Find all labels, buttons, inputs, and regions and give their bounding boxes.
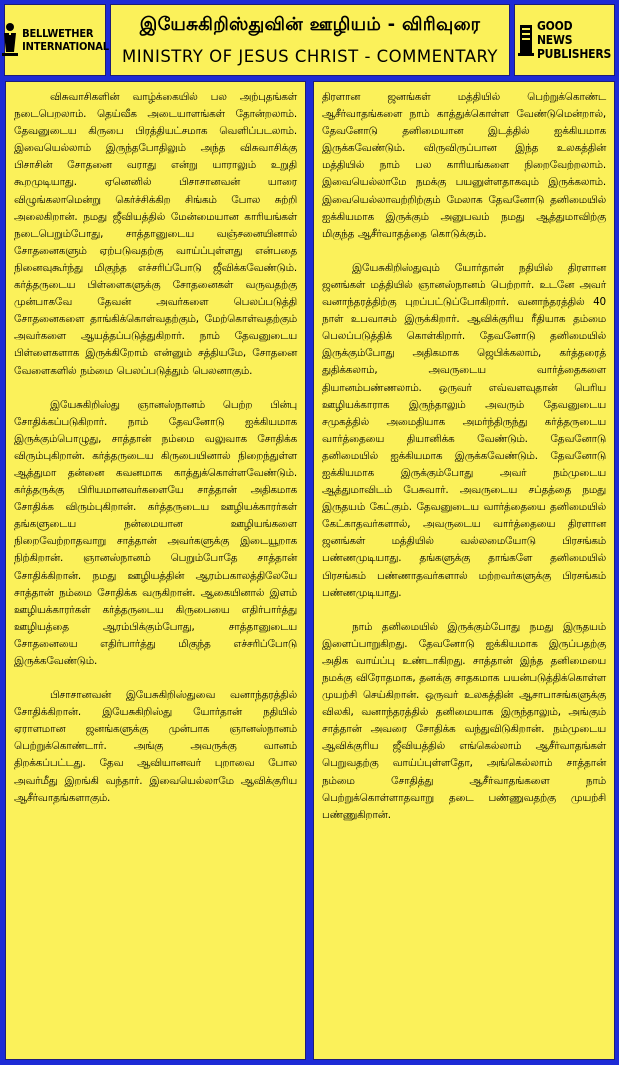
- title-tamil: இயேசுகிறிஸ்துவின் ஊழியம் - விரிவுரை: [139, 14, 481, 35]
- paragraph: விசுவாசிகளின் வாழ்க்கையில் பல அற்புதங்கள் நடைபெறலாம். தெய்வீக அடையாளங்கள் தோன்றலாம். தேவனுடைய கிருபை பிரத்தியட்சமாக வெளிப்படலாம். இவையெல்லாம் இருந்தபோதிலும் அந்த விசுவாசிக்கு பிசாசின் சோதனை வராது என்று யாராலும் உறுதி கூறமுடியாது. ஏனெனில் பிசாசானவன் யாரை விழுங்கலாமென்று கெர்ச்சிக்கிற சிங்கம் போல சுற்றி அலைகிறான். நமது ஜீவியத்தில் மேன்மையான காரியங்கள் நடைபெறும்போது, சாத்தானுடைய வஞ்சனையினால் சோதனைகளும் ஏற்படுவதற்கு வாய்ப்புள்ளது என்பதை நினைவுகூர்ந்து மிகுந்த எச்சரிப்போடு ஜீவிக்கவேண்டும். கர்த்தருடைய பிள்ளைகளுக்கு சோதனைகள் வருவதற்கு முன்பாகவே தேவன் அவர்களை பெலப்படுத்தி சோதனைகளை தாங்கிக்கொள்வதற்கும், மேற்கொள்வதற்கும் அவர்களை ஆயத்தப்படுத்துகிறார். நாம் தேவனுடைய பிள்ளைகளாக இருக்கிறோம் என்னும் சத்தியமே, சோதனை வேளைகளில் நம்மை பெலப்படுத்தும் பெலனாகும்.: [14, 91, 297, 377]
- title-english: MINISTRY OF JESUS CHRIST - COMMENTARY: [122, 47, 498, 66]
- sheep-icon: [1, 22, 19, 58]
- paragraph: பிசாசானவன் இயேசுகிறிஸ்துவை வனாந்தரத்தில் சோதிக்கிறான். இயேசுகிறிஸ்து யோர்தான் நதியில் ஏராளமான ஜனங்களுக்கு முன்பாக ஞானஸ்நானம் பெற்றுக்கொண்டார். அங்கு அவருக்கு வானம் திறக்கப்பட்டது. தேவ ஆவியானவர் புறாவை போல அவர்மீது இறங்கி வந்தார். இவையெல்லாமே ஆவிக்குரிய ஆசீர்வாதங்களாகும்.: [14, 689, 297, 804]
- logo-right-line1: GOOD NEWS: [536, 19, 573, 47]
- book-icon: [518, 22, 534, 58]
- left-column: [5, 81, 306, 1060]
- paragraph: திரளான ஜனங்கள் மத்தியில் பெற்றுக்கொண்ட ஆசீர்வாதங்களை நாம் காத்துக்கொள்ள வேண்டுமென்றால், தேவனோடு தனிமையான இடத்தில் ஐக்கியமாக இருக்கவேண்டும். விருவிருப்பான இந்த உலகத்தின் மத்தியில் நாம் பல காரியங்களை நிறைவேற்றலாம். இவையெல்லாமே நமக்கு பயனுள்ளதாகவும் இருக்கலாம். இவையெல்லாவற்றிற்கும் மேலாக தேவனோடு தனிமையில் ஐக்கியமாக இருக்கும் அனுபவம் நமது ஆத்துமாவிற்கு மிகுந்த ஆசீர்வாதத்தை கொடுக்கும்.: [322, 91, 606, 240]
- right-column: [313, 81, 615, 1060]
- paragraph: இயேசுகிறிஸ்து ஞானஸ்நானம் பெற்ற பின்பு சோதிக்கப்படுகிறார். நாம் தேவனோடு ஐக்கியமாக இருக்கும்பொழுது, சாத்தான் நம்மை வலுவாக சோதிக்க விரும்புகிறான். கர்த்தருடைய கிருபையினால் நிறைந்துள்ள ஆத்துமா தன்னை கவனமாக காத்துக்கொள்ளவேண்டும். கர்த்தருக்கு பிரியமானவர்களையே சாத்தான் அதிகமாக சோதிக்க விரும்புகிறான். கர்த்தருடைய ஊழியக்காரர்கள் தங்களுடைய நன்மையான ஊழியங்களை நிறைவேற்றாதவாறு சாத்தான் அவர்களுக்கு இடையூறாக நிற்கிறான். ஞானஸ்நானம் பெறும்போதே சாத்தான் சோதிக்கிறான். நமது ஊழியத்தின் ஆரம்பகாலத்திலேயே சாத்தான் நம்மை சோதிக்க வருகிறான். ஆகையினால் இளம் ஊழியக்காரர்கள் கர்த்தருடைய கிருபையை எதிர்பார்த்து ஊழியத்தை ஆரம்பிக்கும்போது, சாத்தானுடைய சோதனையை எதிர்பார்த்து மிகுந்த எச்சரிப்போடு இருக்கவேண்டும்.: [14, 398, 297, 667]
- good-news-logo: [514, 4, 615, 76]
- logo-left-line2: INTERNATIONAL: [22, 40, 109, 53]
- paragraph: நாம் தனிமையில் இருக்கும்போது நமது இருதயம் இளைப்பாறுகிறது. தேவனோடு ஐக்கியமாக இருப்பதற்கு அதிக வாய்ப்பு உண்டாகிறது. சாத்தான் இந்த தனிமையை நமக்கு விரோதமாக, தனக்கு சாதகமாக பயன்படுத்திக்கொள்ள முயற்சி செய்கிறான். ஒருவர் உலகத்தின் ஆசாபாசங்களுக்கு விலகி, வனாந்தரத்தில் தனிமையாக இருந்தாலும், அங்கும் சாத்தான் அவரை சோதிக்க வந்துவிடுகிறான். நம்முடைய ஆவிக்குரிய ஜீவியத்தில் எங்கெல்லாம் ஆசீர்வாதங்கள் பெறுவதற்கு வாய்ப்புள்ளதோ, அங்கெல்லாம் சாத்தான் நம்மை சோதித்து ஆசீர்வாதங்களை நாம் பெற்றுக்கொள்ளாதவாறு தடை பண்ணுவதற்கு முயற்சி பண்ணுகிறான்.: [322, 620, 606, 821]
- title-banner: [110, 4, 510, 76]
- paragraph: இயேசுகிறிஸ்துவும் யோர்தான் நதியில் திரளான ஜனங்கள் மத்தியில் ஞானஸ்நானம் பெற்றார். உடனே அவர் வனாந்தரத்திற்கு புறப்பட்டுப்போகிறார். வனாந்தரத்தில் 40 நாள் உபவாசம் இருக்கிறார். ஆவிக்குரிய ரீதியாக தம்மை பெலப்படுத்திக் கொள்கிறார். தேவனோடு தனிமையில் இருக்கும்போது அதிகமாக ஜெபிக்கலாம், கர்த்தரைத் துதிக்கலாம், அவருடைய வார்த்தைகளை தியானம்பண்ணலாம். ஒருவர் எவ்வளவுதான் பெரிய ஊழியக்காராக இருந்தாலும் அவரும் தேவனுடைய சமுகத்தில் அமைதியாக அமர்ந்திருந்து கர்த்தருடைய வார்த்தையை தியானிக்க வேண்டும். தேவனோடு தனிமையில் ஐக்கியமாக இருக்கவேண்டும். தேவனோடு ஐக்கியமாக இருக்கும்போது அவர் நம்முடைய ஆத்துமாவிடம் பேசுவார். அவருடைய சப்தத்தை நமது இருதயம் கேட்கும். தேவனுடைய வார்த்தையை தனிமையில் கேட்காதவர்களால், அவருடைய வார்த்தையை திரளான ஜனங்கள் மத்தியில் வல்லமையோடு பிரசங்கம் பண்ணமுடியாது. தங்களுக்கு தாங்களே தனிமையில் பிரசங்கம் பண்ணாதவர்களால் மற்றவர்களுக்கு பிரசங்கம் பண்ணமுடியாது.: [322, 261, 606, 599]
- logo-right-line2: PUBLISHERS: [536, 47, 612, 61]
- logo-left-line1: BELLWETHER: [22, 27, 94, 40]
- bellwether-logo: [4, 4, 109, 76]
